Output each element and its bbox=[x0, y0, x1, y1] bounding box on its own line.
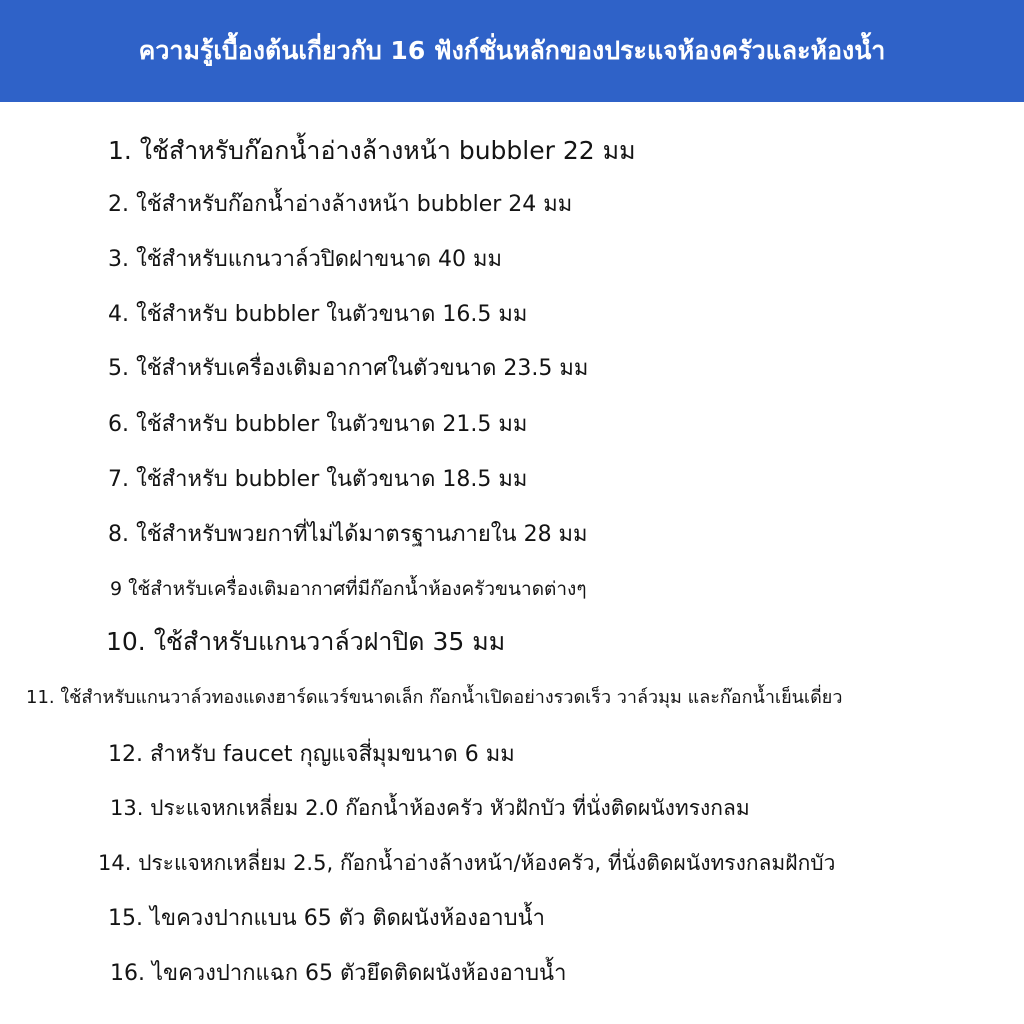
list-item: 4. ใช้สำหรับ bubbler ในตัวขนาด 16.5 มม bbox=[108, 302, 528, 327]
list-item: 13. ประแจหกเหลี่ยม 2.0 ก๊อกน้ำห้องครัว หัวฝักบัว ที่นั่งติดผนังทรงกลม bbox=[110, 796, 750, 820]
list-item: 6. ใช้สำหรับ bubbler ในตัวขนาด 21.5 มม bbox=[108, 412, 528, 437]
list-item: 10. ใช้สำหรับแกนวาล์วฝาปิด 35 มม bbox=[106, 627, 506, 656]
list-item: 14. ประแจหกเหลี่ยม 2.5, ก๊อกน้ำอ่างล้างหน้า/ห้องครัว, ที่นั่งติดผนังทรงกลมฝักบัว bbox=[98, 851, 836, 875]
list-item: 12. สำหรับ faucet กุญแจสี่มุมขนาด 6 มม bbox=[108, 742, 515, 767]
list-item: 16. ไขควงปากแฉก 65 ตัวยึดติดผนังห้องอาบน้ำ bbox=[110, 961, 567, 986]
list-item: 1. ใช้สำหรับก๊อกน้ำอ่างล้างหน้า bubbler 22 มม bbox=[108, 136, 636, 165]
page-title: ความรู้เบื้องต้นเกี่ยวกับ 16 ฟังก์ชั่นหลักของประแจห้องครัวและห้องน้ำ bbox=[138, 36, 886, 65]
list-item: 3. ใช้สำหรับแกนวาล์วปิดฝาขนาด 40 มม bbox=[108, 247, 503, 272]
list-item: 9 ใช้สำหรับเครื่องเติมอากาศที่มีก๊อกน้ำห้องครัวขนาดต่างๆ bbox=[110, 578, 587, 600]
list-item: 11. ใช้สำหรับแกนวาล์วทองแดงฮาร์ดแวร์ขนาดเล็ก ก๊อกน้ำเปิดอย่างรวดเร็ว วาล์วมุม และก๊อกน้ำเย็นเดี่ยว bbox=[26, 687, 843, 708]
list-item: 2. ใช้สำหรับก๊อกน้ำอ่างล้างหน้า bubbler 24 มม bbox=[108, 192, 573, 217]
list-item: 15. ไขควงปากแบน 65 ตัว ติดผนังห้องอาบน้ำ bbox=[108, 906, 545, 931]
list-item: 7. ใช้สำหรับ bubbler ในตัวขนาด 18.5 มม bbox=[108, 467, 528, 492]
list-item: 8. ใช้สำหรับพวยกาที่ไม่ได้มาตรฐานภายใน 28 มม bbox=[108, 522, 588, 547]
list-item: 5. ใช้สำหรับเครื่องเติมอากาศในตัวขนาด 23.5 มม bbox=[108, 356, 589, 381]
